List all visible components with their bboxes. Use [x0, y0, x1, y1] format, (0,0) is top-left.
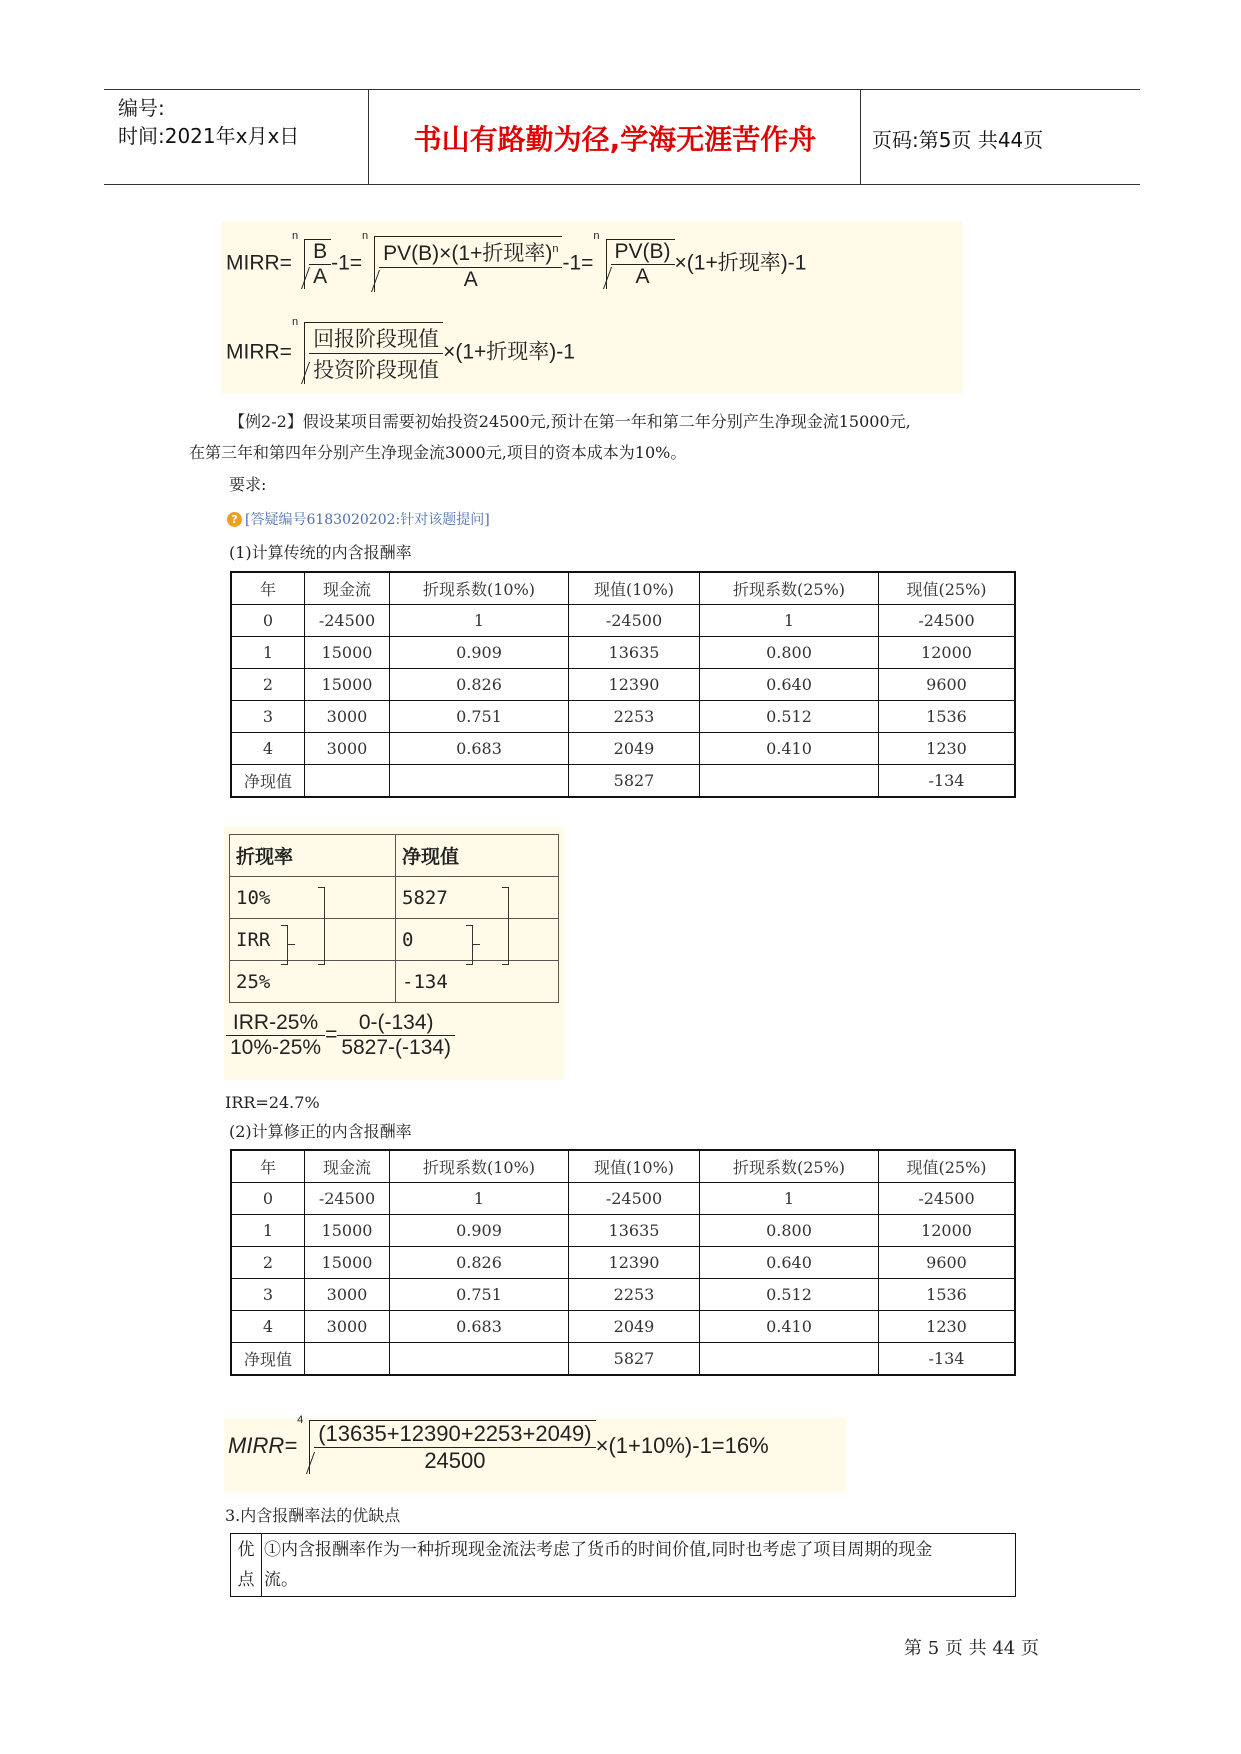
fraction: [309, 240, 331, 289]
advantages-label: 优点: [231, 1534, 262, 1597]
page-footer: 第 5 页 共 44 页: [904, 1638, 1039, 1659]
table-cell: 1: [231, 637, 305, 669]
table-cell: 0.640: [700, 1247, 879, 1279]
table-header-row: [231, 572, 1015, 605]
table-header: 现金流: [305, 572, 390, 605]
table-cell: 3000: [305, 1279, 390, 1311]
table-row: [231, 1247, 1015, 1279]
table-cell: 2253: [569, 1279, 700, 1311]
table-cell: 5827: [569, 1343, 700, 1376]
example-line-2: 在第三年和第四年分别产生净现金流3000元,项目的资本成本为10%。: [189, 443, 687, 462]
table-cell: 0.683: [390, 733, 569, 765]
table-cell: 12390: [569, 1247, 700, 1279]
table-cell: 2: [231, 669, 305, 701]
table-cell: 1230: [879, 733, 1016, 765]
table-cell: -134: [879, 765, 1016, 798]
table-cell: -24500: [569, 605, 700, 637]
irr-interpolation-formula: [226, 1011, 455, 1060]
table-row: [230, 919, 559, 961]
table-row: [231, 1279, 1015, 1311]
table-cell: [305, 765, 390, 798]
table-header: 净现值: [396, 835, 559, 877]
table-cell: -134: [396, 961, 559, 1003]
table-header-row: [230, 835, 559, 877]
table-row: [231, 1343, 1015, 1376]
table-cell: 0.909: [390, 637, 569, 669]
table-cell: 1: [700, 605, 879, 637]
table-cell: 3000: [305, 1311, 390, 1343]
formula-term: -1=: [562, 251, 594, 275]
table-cell: 12390: [569, 669, 700, 701]
table-cell: [305, 1343, 390, 1376]
formula-term: ×(1+折现率)-1: [674, 251, 807, 275]
table-header: 现值(25%): [879, 572, 1016, 605]
table-cell: 13635: [569, 637, 700, 669]
table-row: [230, 877, 559, 919]
table-cell: -134: [879, 1343, 1016, 1376]
fraction-numerator: B: [309, 240, 331, 265]
table-cell: 1: [390, 1183, 569, 1215]
table-row: [231, 701, 1015, 733]
fraction-numerator: IRR-25%: [226, 1011, 325, 1036]
root-sign: [304, 322, 443, 384]
table-cell: 5827: [569, 765, 700, 798]
exponent: n: [552, 243, 559, 255]
fraction-denominator: 10%-25%: [230, 1036, 322, 1059]
step-2-label: (2)计算修正的内含报酬率: [229, 1122, 412, 1141]
interpolation-bracket: [502, 887, 509, 965]
table-cell: 1: [231, 1215, 305, 1247]
interpolation-bracket-tick: [287, 944, 295, 945]
interpolation-bracket: [318, 887, 325, 965]
fraction-numerator: 回报阶段现值: [309, 323, 443, 354]
table-cell: 0.512: [700, 701, 879, 733]
table-cell: -24500: [305, 1183, 390, 1215]
table-cell: 0.751: [390, 1279, 569, 1311]
table-cell: 12000: [879, 637, 1016, 669]
table-cell: -24500: [879, 1183, 1016, 1215]
fraction-denominator: 5827-(-134): [341, 1036, 452, 1059]
table-cell: 15000: [305, 669, 390, 701]
table-row: [231, 605, 1015, 637]
section-3-title: 3.内含报酬率法的优缺点: [225, 1506, 401, 1525]
doc-number-label: 编号:: [118, 96, 165, 120]
qa-link-row[interactable]: [227, 509, 490, 529]
irr-result: IRR=24.7%: [225, 1093, 320, 1112]
table-cell: 3: [231, 701, 305, 733]
table-header-row: [231, 1150, 1015, 1183]
table-header: 折现系数(25%): [700, 572, 879, 605]
advantages-text-line: 流。: [264, 1570, 298, 1590]
table-row: [231, 669, 1015, 701]
fraction: [611, 240, 675, 289]
table-cell: 10%: [230, 877, 396, 919]
interpolation-bracket-tick: [472, 944, 480, 945]
root-sign: [304, 239, 331, 289]
table-row: [231, 1311, 1015, 1343]
table-row: [230, 961, 559, 1003]
table-cell: 1536: [879, 701, 1016, 733]
table-header: 现值(25%): [879, 1150, 1016, 1183]
qa-link[interactable]: [答疑编号6183020202:针对该题提问]: [245, 512, 490, 528]
irr-interpolation-table: [229, 834, 559, 1003]
table-header: 年: [231, 1150, 305, 1183]
advantages-text: [262, 1534, 1016, 1597]
table-cell: 净现值: [231, 1343, 305, 1376]
table-cell: 净现值: [231, 765, 305, 798]
table-cell: 9600: [879, 1247, 1016, 1279]
table-cell: -24500: [569, 1183, 700, 1215]
mirr-formula-1: [226, 230, 807, 292]
advantages-text-line: ①内含报酬率作为一种折现现金流法考虑了货币的时间价值,同时也考虑了项目周期的现金: [264, 1540, 933, 1560]
table-cell: 0.800: [700, 637, 879, 669]
table-cell: 12000: [879, 1215, 1016, 1247]
table-header: 现值(10%): [569, 572, 700, 605]
table-cell: -24500: [879, 605, 1016, 637]
requirement-label: 要求:: [229, 475, 267, 494]
table-cell: 9600: [879, 669, 1016, 701]
header-page-label: 页码:第5页 共44页: [872, 128, 1044, 152]
table-row: [231, 733, 1015, 765]
root-sign: [606, 239, 675, 289]
table-header: 现金流: [305, 1150, 390, 1183]
table-cell: 2: [231, 1247, 305, 1279]
root-index: n: [593, 230, 600, 242]
table-cell: 25%: [230, 961, 396, 1003]
table-cell: 1230: [879, 1311, 1016, 1343]
mirr-formula-2: [226, 316, 575, 384]
advantages-table: [230, 1533, 1016, 1597]
table-row: [231, 1215, 1015, 1247]
formula-lhs: MIRR=: [228, 1432, 298, 1458]
numerator-text: PV(B)×(1+折现率): [383, 242, 553, 265]
header-motto: 书山有路勤为径,学海无涯苦作舟: [413, 123, 817, 156]
header-divider: [368, 90, 369, 184]
fraction-numerator: PV(B): [611, 240, 675, 265]
formula-lhs: MIRR=: [226, 340, 292, 364]
step-1-label: (1)计算传统的内含报酬率: [229, 543, 412, 562]
fraction: [309, 323, 443, 384]
table-cell: 4: [231, 733, 305, 765]
table-cell: 0: [231, 1183, 305, 1215]
fraction-numerator: (13635+12390+2253+2049): [314, 1421, 595, 1448]
table-cell: 15000: [305, 637, 390, 669]
table-cell: 5827: [396, 877, 559, 919]
fraction-denominator: 投资阶段现值: [313, 359, 440, 382]
mirr-result-formula: [228, 1414, 769, 1474]
table-cell: 1: [390, 605, 569, 637]
equals-sign: =: [325, 1023, 338, 1047]
cashflow-table-1: [230, 571, 1016, 798]
table-cell: -24500: [305, 605, 390, 637]
table-header: 折现系数(10%): [390, 572, 569, 605]
table-header: 折现系数(10%): [390, 1150, 569, 1183]
table-cell: 0: [231, 605, 305, 637]
table-row: [231, 1534, 1016, 1597]
table-cell: 0.410: [700, 1311, 879, 1343]
table-cell: 0.512: [700, 1279, 879, 1311]
root-index: n: [291, 230, 299, 242]
example-line-1: 【例2-2】假设某项目需要初始投资24500元,预计在第一年和第二年分别产生净现金流15000元,: [229, 412, 911, 431]
table-cell: [390, 765, 569, 798]
header-divider: [860, 90, 861, 184]
interpolation-bracket: [281, 925, 288, 965]
root-sign: [309, 1420, 595, 1474]
table-cell: 13635: [569, 1215, 700, 1247]
doc-time-label: 时间:2021年x月x日: [118, 124, 300, 148]
table-row: [231, 1183, 1015, 1215]
table-cell: 0.909: [390, 1215, 569, 1247]
table-cell: [700, 765, 879, 798]
cashflow-table-2: [230, 1149, 1016, 1376]
fraction-denominator: A: [463, 268, 478, 291]
table-header: 折现率: [230, 835, 396, 877]
table-cell: 0.800: [700, 1215, 879, 1247]
table-cell: 2049: [569, 1311, 700, 1343]
root-index: n: [291, 316, 299, 328]
table-cell: 1: [700, 1183, 879, 1215]
interpolation-bracket: [466, 925, 473, 965]
table-cell: 3000: [305, 701, 390, 733]
formula-term: ×(1+10%)-1=16%: [595, 1432, 769, 1458]
table-cell: 2049: [569, 733, 700, 765]
fraction: [226, 1011, 325, 1060]
fraction-denominator: 24500: [424, 1448, 486, 1473]
table-cell: IRR: [230, 919, 396, 961]
table-cell: 1536: [879, 1279, 1016, 1311]
formula-lhs: MIRR=: [226, 251, 292, 275]
table-cell: 0.640: [700, 669, 879, 701]
table-cell: 2253: [569, 701, 700, 733]
table-cell: 4: [231, 1311, 305, 1343]
fraction-numerator: [379, 237, 562, 268]
fraction-numerator: 0-(-134): [337, 1011, 455, 1036]
fraction: [337, 1011, 455, 1060]
question-icon: ?: [227, 512, 242, 527]
formula-term: ×(1+折现率)-1: [443, 340, 575, 364]
table-cell: 15000: [305, 1215, 390, 1247]
table-cell: 0: [396, 919, 559, 961]
header-meta: [118, 94, 299, 150]
table-cell: 15000: [305, 1247, 390, 1279]
table-cell: [390, 1343, 569, 1376]
table-cell: 0.751: [390, 701, 569, 733]
root-sign: [374, 236, 562, 292]
table-row: [231, 765, 1015, 798]
table-cell: 0.683: [390, 1311, 569, 1343]
table-cell: 3: [231, 1279, 305, 1311]
table-header: 折现系数(25%): [700, 1150, 879, 1183]
table-cell: 0.826: [390, 669, 569, 701]
table-cell: 3000: [305, 733, 390, 765]
fraction: [379, 237, 562, 292]
table-cell: 0.410: [700, 733, 879, 765]
fraction-denominator: A: [313, 265, 328, 288]
table-header: 年: [231, 572, 305, 605]
fraction-denominator: A: [635, 265, 650, 288]
table-cell: [700, 1343, 879, 1376]
root-index: n: [362, 230, 369, 242]
table-row: [231, 637, 1015, 669]
page-header: [104, 89, 1140, 185]
table-cell: 0.826: [390, 1247, 569, 1279]
root-index: 4: [297, 1414, 304, 1426]
formula-term: -1=: [331, 251, 363, 275]
table-header: 现值(10%): [569, 1150, 700, 1183]
fraction: [314, 1421, 595, 1474]
